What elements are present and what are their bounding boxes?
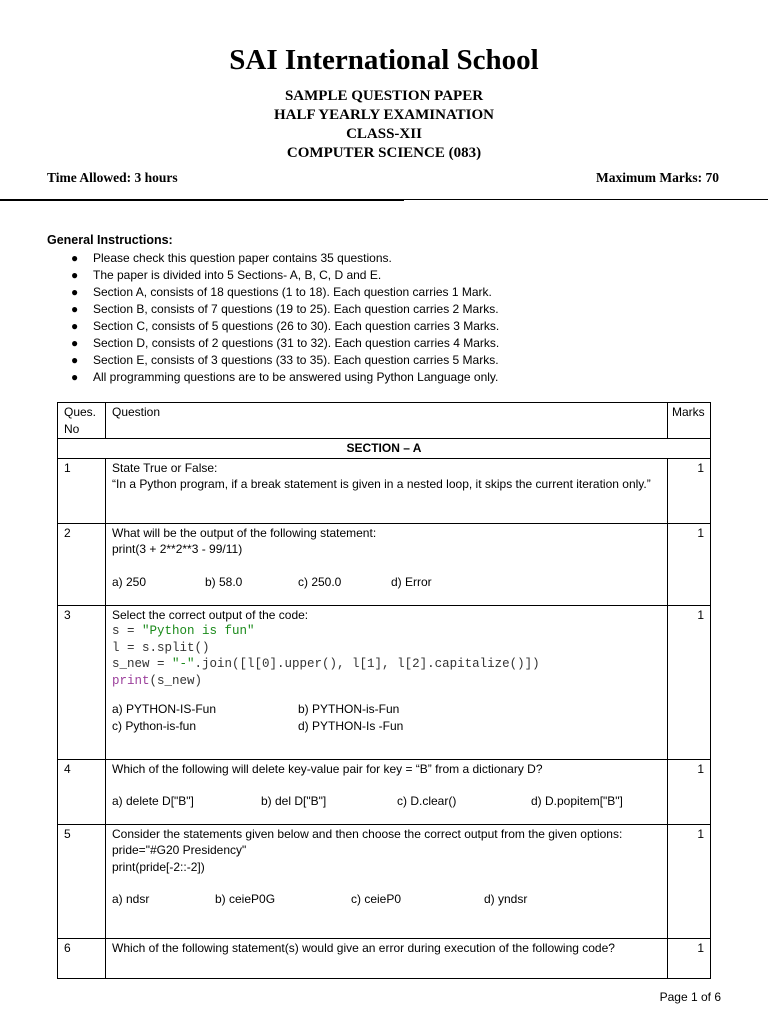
question-marks: 1	[668, 458, 711, 523]
question-number: 4	[58, 759, 106, 824]
question-line: State True or False:	[112, 460, 218, 475]
code-block: s = "Python is fun" l = s.split() s_new = "-".join([l[0].upper(), l[1], l[2].capitalize()]) print(s_new)	[112, 624, 540, 688]
question-text	[106, 824, 668, 938]
question-line: “In a Python program, if a break statement is given in a nested loop, it skips the current iteration only.”	[112, 477, 651, 491]
option: d) PYTHON-Is -Fun	[298, 718, 404, 733]
option: c) D.clear()	[397, 794, 457, 808]
option: d) D.popitem["B"]	[531, 794, 623, 808]
question-number: 3	[58, 605, 106, 759]
class-name: CLASS-XII	[346, 126, 422, 142]
options-row	[112, 891, 661, 908]
question-line: What will be the output of the following statement:	[112, 525, 377, 540]
option: a) PYTHON-IS-Fun	[112, 702, 217, 716]
maximum-marks: Maximum Marks: 70	[596, 170, 719, 185]
option: b) ceieP0G	[215, 892, 276, 906]
question-text	[106, 523, 668, 605]
section-row	[58, 439, 711, 459]
instruction-item: ● All programming questions are to be answered using Python Language only.	[71, 370, 499, 384]
question-number: 1	[58, 458, 106, 523]
question-line: Which of the following will delete key-value pair for key = “B” from a dictionary D?	[112, 761, 543, 776]
option: a) delete D["B"]	[112, 794, 194, 808]
instruction-item: ● Section C, consists of 5 questions (26 to 30). Each question carries 3 Marks.	[71, 319, 500, 333]
question-line: pride="#G20 Presidency"	[112, 843, 247, 857]
school-name: SAI International School	[229, 44, 539, 76]
question-marks: 1	[668, 759, 711, 824]
header-ques-no: Ques. No	[58, 403, 106, 439]
option: b) del D["B"]	[261, 794, 327, 808]
question-text	[106, 759, 668, 824]
instruction-item: ● The paper is divided into 5 Sections- A, B, C, D and E.	[71, 268, 382, 282]
exam-name: HALF YEARLY EXAMINATION	[273, 107, 495, 123]
option: b) 58.0	[205, 574, 243, 589]
instruction-item: ● Section B, consists of 7 questions (19 to 25). Each question carries 2 Marks.	[71, 302, 499, 316]
question-marks: 1	[668, 938, 711, 978]
option: a) 250	[112, 574, 147, 589]
table-row	[58, 523, 711, 605]
question-text	[106, 938, 668, 978]
options-row	[112, 574, 661, 591]
option: c) Python-is-fun	[112, 718, 197, 733]
option: c) 250.0	[298, 574, 342, 589]
option: d) Error	[391, 574, 432, 589]
header-question: Question	[106, 403, 668, 439]
instruction-item: ● Section E, consists of 3 questions (33 to 35). Each question carries 5 Marks.	[71, 353, 499, 367]
question-marks: 1	[668, 523, 711, 605]
question-number: 6	[58, 938, 106, 978]
option: b) PYTHON-is-Fun	[298, 702, 400, 716]
table-row	[58, 824, 711, 938]
options-row	[112, 718, 661, 735]
table-row	[58, 605, 711, 759]
paper-type: SAMPLE QUESTION PAPER	[284, 88, 484, 104]
question-marks: 1	[668, 824, 711, 938]
options-row	[112, 701, 661, 718]
table-row	[58, 938, 711, 978]
question-line: print(3 + 2**2**3 - 99/11)	[112, 542, 243, 556]
instruction-item: ● Please check this question paper contains 35 questions.	[71, 251, 392, 265]
header-divider-thin	[404, 199, 768, 200]
subject-name: COMPUTER SCIENCE (083)	[286, 145, 482, 161]
table-header-row	[58, 403, 711, 439]
question-line: Consider the statements given below and then choose the correct output from the given options:	[112, 826, 623, 841]
option: c) ceieP0	[351, 892, 402, 906]
instruction-item: ● Section D, consists of 2 questions (31 to 32). Each question carries 4 Marks.	[71, 336, 500, 350]
time-allowed: Time Allowed: 3 hours	[47, 170, 178, 185]
table-row	[58, 759, 711, 824]
question-line: Select the correct output of the code:	[112, 607, 309, 622]
option: d) yndsr	[484, 892, 528, 906]
table-row	[58, 458, 711, 523]
options-row	[112, 793, 661, 810]
header-marks: Marks	[668, 403, 711, 439]
option: a) ndsr	[112, 892, 150, 906]
question-text	[106, 605, 668, 759]
instructions-title: General Instructions:	[47, 233, 173, 247]
question-line: print(pride[-2::-2])	[112, 859, 205, 874]
question-table	[57, 402, 711, 979]
page-number: Page 1 of 6	[659, 990, 721, 1004]
instruction-item: ● Section A, consists of 18 questions (1 to 18). Each question carries 1 Mark.	[71, 285, 492, 299]
question-line: Which of the following statement(s) would give an error during execution of the following code?	[112, 940, 615, 955]
question-number: 5	[58, 824, 106, 938]
instructions-list	[63, 250, 499, 386]
question-number: 2	[58, 523, 106, 605]
section-a-title: SECTION – A	[58, 439, 711, 459]
header-divider	[0, 199, 404, 201]
question-text	[106, 458, 668, 523]
question-marks: 1	[668, 605, 711, 759]
